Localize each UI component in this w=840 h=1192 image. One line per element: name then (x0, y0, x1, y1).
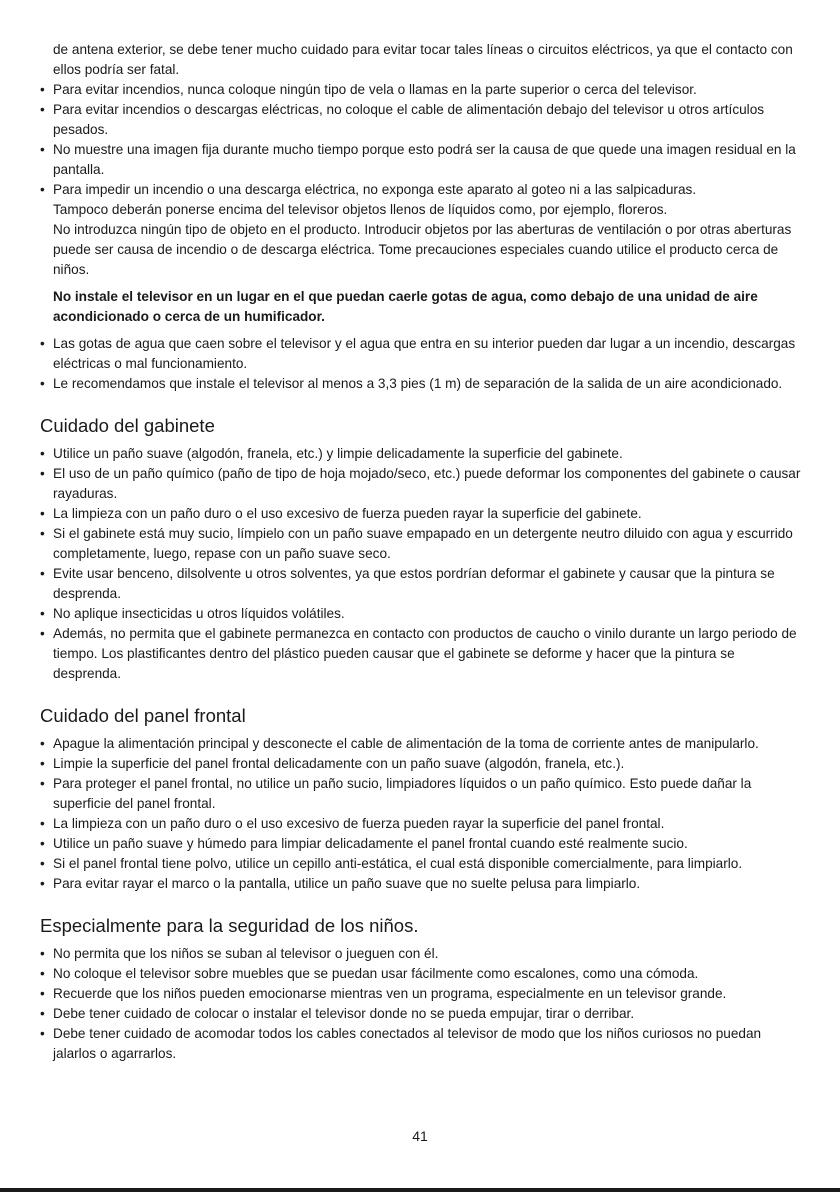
list-item: • Para evitar incendios, nunca coloque ningún tipo de vela o llamas en la parte superior o cerca del televisor. (40, 80, 805, 100)
intro-continuation: de antena exterior, se debe tener mucho cuidado para evitar tocar tales líneas o circuitos eléctricos, ya que el contacto con ellos podría ser fatal. (53, 42, 793, 77)
page-content (40, 40, 805, 1064)
bottom-border (0, 1188, 840, 1192)
list-item: • Para evitar rayar el marco o la pantalla, utilice un paño suave que no suelte pelusa para limpiarlo. (40, 874, 805, 894)
list-item: • No coloque el televisor sobre muebles que se puedan usar fácilmente como escalones, como una cómoda. (40, 964, 805, 984)
front-panel-care-list (40, 734, 805, 894)
list-item: • Le recomendamos que instale el televisor al menos a 3,3 pies (1 m) de separación de la salida de un aire acondicionado. (40, 374, 805, 394)
list-item: • Las gotas de agua que caen sobre el televisor y el agua que entra en su interior pueden dar lugar a un incendio, descargas eléctricas o mal funcionamiento. (40, 334, 805, 374)
list-item: • Apague la alimentación principal y desconecte el cable de alimentación de la toma de corriente antes de manipularlo. (40, 734, 805, 754)
cabinet-care-list (40, 444, 805, 684)
section-heading-child-safety: Especialmente para la seguridad de los niños. (40, 915, 419, 936)
intro-bullet-list (40, 80, 805, 200)
list-item: • Recuerde que los niños pueden emocionarse mientras ven un programa, especialmente en un televisor grande. (40, 984, 805, 1004)
section-heading-cabinet: Cuidado del gabinete (40, 415, 215, 436)
page-number: 41 (412, 1128, 428, 1144)
intro-bullet-list-2 (40, 334, 805, 394)
list-item: • El uso de un paño químico (paño de tipo de hoja mojado/seco, etc.) puede deformar los componentes del gabinete o causar rayaduras. (40, 464, 805, 504)
list-item: • Limpie la superficie del panel frontal delicadamente con un paño suave (algodón, franela, etc.). (40, 754, 805, 774)
list-item: • Para proteger el panel frontal, no utilice un paño sucio, limpiadores líquidos o un paño químico. Esto puede dañar la superficie del panel frontal. (40, 774, 805, 814)
list-item: • Utilice un paño suave (algodón, franela, etc.) y limpie delicadamente la superficie del gabinete. (40, 444, 805, 464)
list-item: • Evite usar benceno, dilsolvente u otros solventes, ya que estos pordrían deformar el gabinete y causar que la pintura se desprenda. (40, 564, 805, 604)
list-item: • Para evitar incendios o descargas eléctricas, no coloque el cable de alimentación debajo del televisor u otros artículos pesados. (40, 100, 805, 140)
list-item: • Debe tener cuidado de acomodar todos los cables conectados al televisor de modo que los niños curiosos no puedan jalarlos o agarrarlos. (40, 1024, 805, 1064)
list-item: • Utilice un paño suave y húmedo para limpiar delicadamente el panel frontal cuando esté realmente sucio. (40, 834, 805, 854)
list-item: • No aplique insecticidas u otros líquidos volátiles. (40, 604, 805, 624)
section-heading-front-panel: Cuidado del panel frontal (40, 705, 246, 726)
list-item: • Además, no permita que el gabinete permanezca en contacto con productos de caucho o vinilo durante un largo periodo de tiempo. Los plastificantes dentro del plástico pueden causar que el gabinete se deforme y hacer que la pintura se desprenda. (40, 624, 805, 684)
list-item: • Si el gabinete está muy sucio, límpielo con un paño suave empapado en un detergente neutro diluido con agua y escurrido completamente, luego, repase con un paño suave seco. (40, 524, 805, 564)
child-safety-list (40, 944, 805, 1064)
bullet-continuation-1: Tampoco deberán ponerse encima del televisor objetos llenos de líquidos como, por ejemplo, floreros. (53, 202, 668, 217)
list-item: • Debe tener cuidado de colocar o instalar el televisor donde no se pueda empujar, tirar o derribar. (40, 1004, 805, 1024)
list-item: • La limpieza con un paño duro o el uso excesivo de fuerza pueden rayar la superficie del panel frontal. (40, 814, 805, 834)
list-item: • No permita que los niños se suban al televisor o jueguen con él. (40, 944, 805, 964)
bold-warning: No instale el televisor en un lugar en el que puedan caerle gotas de agua, como debajo de una unidad de aire acondicionado o cerca de un humificador. (53, 289, 758, 324)
list-item: • No muestre una imagen fija durante mucho tiempo porque esto podrá ser la causa de que quede una imagen residual en la pantalla. (40, 140, 805, 180)
list-item: • Si el panel frontal tiene polvo, utilice un cepillo anti-estática, el cual está disponible comercialmente, para limpiarlo. (40, 854, 805, 874)
list-item: • Para impedir un incendio o una descarga eléctrica, no exponga este aparato al goteo ni a las salpicaduras. (40, 180, 805, 200)
bullet-continuation-2: No introduzca ningún tipo de objeto en el producto. Introducir objetos por las aberturas de ventilación o por otras aberturas puede ser causa de incendio o de descarga eléctrica. Tome precauciones especiales cuando utilice el producto cerca de niños. (53, 222, 792, 277)
list-item: • La limpieza con un paño duro o el uso excesivo de fuerza pueden rayar la superficie del gabinete. (40, 504, 805, 524)
